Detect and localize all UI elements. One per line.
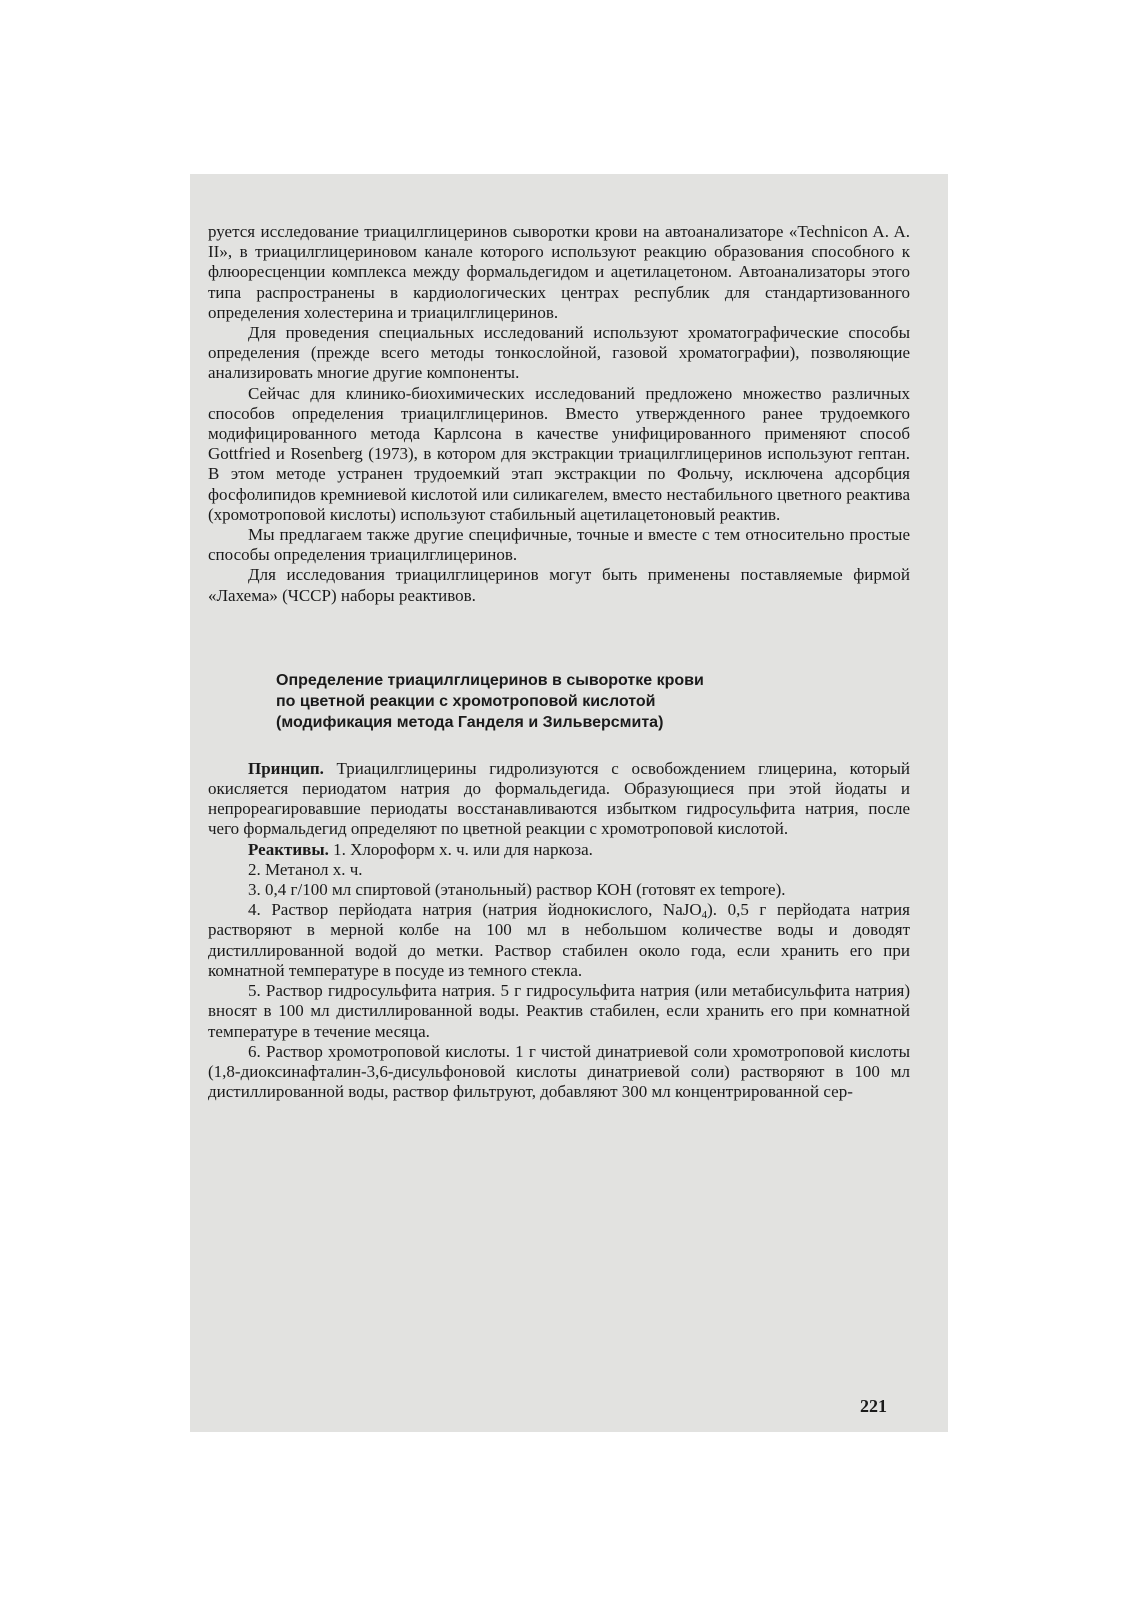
paragraph-methods: Сейчас для клинико-биохимических исследований предложено множество различных способов определения триацилглицеринов. Вместо утвержденного ранее трудоемкого модифицированного метода Карлсона в качестве унифицированного применяют способ Gottfried и Rosenberg (1973), в котором для экстракции триацилглицеринов используют гептан. В этом методе устранен трудоемкий этап экстракции по Фольчу, исключена адсорбция фосфолипидов кремниевой кислотой или силикагелем, вместо нестабильного цветного реактива (хромотроповой кислоты) используют стабильный ацетилацетоновый реактив. xyxy=(208,383,910,524)
principle-paragraph xyxy=(208,759,910,840)
paragraph-continuation: руется исследование триацилглицеринов сыворотки крови на автоанализаторе «Technicon A. A. II», в триацилглицериновом канале которого используют реакцию образования способного к флюоресценции комплекса между формальдегидом и ацетилацетоном. Автоанализаторы этого типа распространены в кардиологических центрах республик для стандартизованного определения холестерина и триацилглицеринов. xyxy=(208,222,910,322)
section-heading xyxy=(276,670,836,733)
paragraph-proposal: Мы предлагаем также другие специфичные, точные и вместе с тем относительно простые способы определения триацилглицеринов. xyxy=(208,525,910,565)
reagent-item: 6. Раствор хромотроповой кислоты. 1 г чистой динатриевой соли хромотроповой кислоты (1,8-диоксинафталин-3,6-дисульфоновой кислоты динатриевой соли) растворяют в 100 мл дистиллированной воды, раствор фильтруют, добавляют 300 мл концентрированной сер- xyxy=(208,1041,910,1102)
section-heading-line: Определение триацилглицеринов в сыворотке крови xyxy=(276,671,704,689)
reagent-text: 1. Хлороформ х. ч. или для наркоза. xyxy=(328,839,593,859)
principle-text: Триацилглицерины гидролизуются с освобождением глицерина, который окисляется периодатом натрия до формальдегида. Образующиеся при этой йодаты и непрореагировавшие периодаты восстанавливаются избытком гидросульфита натрия, после чего формальдегид определяют по цветной реакции с хромотроповой кислотой. xyxy=(208,758,910,839)
principle-label: Принцип. xyxy=(248,758,324,778)
reagent-item: 2. Метанол х. ч. xyxy=(248,859,363,879)
reagent-item: 3. 0,4 г/100 мл спиртовой (этанольный) раствор КОН (готовят ex tempore). xyxy=(248,880,786,900)
section-heading-line: (модификация метода Ганделя и Зильверсмита) xyxy=(276,713,664,731)
reagents-label: Реактивы. xyxy=(248,839,329,859)
paragraph-lachema: Для исследования триацилглицеринов могут быть применены поставляемые фирмой «Лахема» (ЧССР) наборы реактивов. xyxy=(208,565,910,605)
reagent-item xyxy=(208,840,910,860)
reagent-item xyxy=(208,900,910,981)
reagent-item: 5. Раствор гидросульфита натрия. 5 г гидросульфита натрия (или метабисульфита натрия) вносят в 100 мл дистиллированной воды. Реактив стабилен, если хранить его при комнатной температуре в течение месяца. xyxy=(208,981,910,1041)
page-number: 221 xyxy=(860,1396,887,1416)
reagent-text: 4. Раствор перйодата натрия (натрия йоднокислого, NaJO xyxy=(248,900,702,920)
page-body xyxy=(208,222,910,1102)
section-heading-line: по цветной реакции с хромотроповой кислотой xyxy=(276,692,656,710)
subscript: 4 xyxy=(701,909,708,922)
reagent-text: ). 0,5 г перйодата натрия растворяют в мерной колбе на 100 мл в небольшом количестве воды и доводят дистиллированной водой до метки. Раствор стабилен около года, если хранить его при комнатной температуре в посуде из темного стекла. xyxy=(208,900,910,980)
paragraph-chromatography: Для проведения специальных исследований используют хроматографические способы определения (прежде всего методы тонкослойной, газовой хроматографии), позволяющие анализировать многие другие компоненты. xyxy=(208,323,910,383)
